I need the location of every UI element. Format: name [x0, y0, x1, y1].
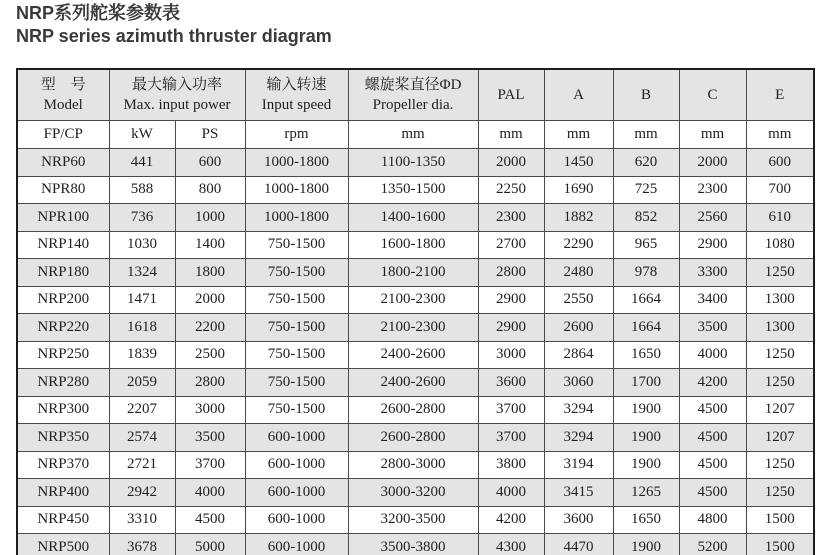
- value-cell: 1650: [613, 506, 679, 534]
- value-cell: 3415: [544, 479, 613, 507]
- header-speed-en: Input speed: [261, 97, 332, 113]
- value-cell: 5000: [175, 534, 245, 555]
- model-cell: NPR80: [17, 176, 109, 204]
- value-cell: 852: [613, 204, 679, 232]
- model-cell: NPR100: [17, 204, 109, 232]
- value-cell: 3500: [175, 424, 245, 452]
- value-cell: 1600-1800: [348, 231, 478, 259]
- value-cell: 750-1500: [245, 231, 348, 259]
- value-cell: 1000-1800: [245, 176, 348, 204]
- value-cell: 441: [109, 149, 175, 177]
- value-cell: 2000: [478, 149, 544, 177]
- value-cell: 3000-3200: [348, 479, 478, 507]
- value-cell: 2574: [109, 424, 175, 452]
- header-speed-cn: 输入转速: [266, 77, 327, 93]
- value-cell: 3700: [175, 451, 245, 479]
- table-row: [17, 341, 814, 369]
- value-cell: 1900: [613, 534, 679, 555]
- value-cell: 1250: [746, 341, 814, 369]
- value-cell: 3294: [544, 396, 613, 424]
- model-cell: NRP450: [17, 506, 109, 534]
- value-cell: 2600-2800: [348, 424, 478, 452]
- value-cell: 2700: [478, 231, 544, 259]
- value-cell: 600-1000: [245, 506, 348, 534]
- value-cell: 3678: [109, 534, 175, 555]
- value-cell: 588: [109, 176, 175, 204]
- header-power-en: Max. input power: [123, 97, 231, 113]
- value-cell: 1839: [109, 341, 175, 369]
- header-propeller-dia: [348, 69, 478, 121]
- value-cell: 1250: [746, 259, 814, 287]
- value-cell: 2250: [478, 176, 544, 204]
- value-cell: 4500: [175, 506, 245, 534]
- value-cell: 2800-3000: [348, 451, 478, 479]
- units-cell: PS: [175, 121, 245, 149]
- value-cell: 600-1000: [245, 479, 348, 507]
- value-cell: 3700: [478, 424, 544, 452]
- value-cell: 4200: [478, 506, 544, 534]
- value-cell: 3200-3500: [348, 506, 478, 534]
- model-cell: NRP200: [17, 286, 109, 314]
- value-cell: 1500: [746, 534, 814, 555]
- value-cell: 2290: [544, 231, 613, 259]
- units-cell: mm: [348, 121, 478, 149]
- value-cell: 1000-1800: [245, 149, 348, 177]
- units-cell: mm: [613, 121, 679, 149]
- model-cell: NRP400: [17, 479, 109, 507]
- value-cell: 4500: [679, 396, 746, 424]
- value-cell: 4000: [478, 479, 544, 507]
- table-row: [17, 231, 814, 259]
- value-cell: 1800-2100: [348, 259, 478, 287]
- value-cell: 1900: [613, 396, 679, 424]
- units-cell: mm: [679, 121, 746, 149]
- value-cell: 978: [613, 259, 679, 287]
- table-row: [17, 451, 814, 479]
- value-cell: 1800: [175, 259, 245, 287]
- value-cell: 725: [613, 176, 679, 204]
- value-cell: 2600: [544, 314, 613, 342]
- value-cell: 3400: [679, 286, 746, 314]
- model-cell: NRP180: [17, 259, 109, 287]
- value-cell: 1700: [613, 369, 679, 397]
- value-cell: 2800: [175, 369, 245, 397]
- value-cell: 750-1500: [245, 259, 348, 287]
- table-row: [17, 286, 814, 314]
- value-cell: 4470: [544, 534, 613, 555]
- header-model-cn: 型 号: [40, 77, 86, 93]
- value-cell: 3500: [679, 314, 746, 342]
- units-cell: mm: [478, 121, 544, 149]
- value-cell: 736: [109, 204, 175, 232]
- header-model-en: Model: [43, 97, 83, 113]
- value-cell: 1207: [746, 424, 814, 452]
- units-cell: kW: [109, 121, 175, 149]
- header-dia-cn: 螺旋桨直径ΦD: [364, 77, 462, 93]
- value-cell: 3300: [679, 259, 746, 287]
- header-row-main: [17, 69, 814, 121]
- value-cell: 2300: [679, 176, 746, 204]
- value-cell: 750-1500: [245, 314, 348, 342]
- table-row: [17, 149, 814, 177]
- value-cell: 3700: [478, 396, 544, 424]
- value-cell: 2900: [478, 286, 544, 314]
- value-cell: 3500-3800: [348, 534, 478, 555]
- table-row: [17, 314, 814, 342]
- value-cell: 4000: [175, 479, 245, 507]
- value-cell: 2400-2600: [348, 341, 478, 369]
- header-power-cn: 最大输入功率: [132, 77, 223, 93]
- value-cell: 1500: [746, 506, 814, 534]
- value-cell: 1100-1350: [348, 149, 478, 177]
- value-cell: 4300: [478, 534, 544, 555]
- value-cell: 620: [613, 149, 679, 177]
- value-cell: 1250: [746, 451, 814, 479]
- header-max-input-power: [109, 69, 245, 121]
- value-cell: 2942: [109, 479, 175, 507]
- value-cell: 3310: [109, 506, 175, 534]
- value-cell: 4000: [679, 341, 746, 369]
- value-cell: 600-1000: [245, 424, 348, 452]
- value-cell: 700: [746, 176, 814, 204]
- value-cell: 1030: [109, 231, 175, 259]
- header-row-units: [17, 121, 814, 149]
- value-cell: 2800: [478, 259, 544, 287]
- value-cell: 1664: [613, 314, 679, 342]
- units-cell: mm: [544, 121, 613, 149]
- value-cell: 2480: [544, 259, 613, 287]
- value-cell: 1207: [746, 396, 814, 424]
- value-cell: 2200: [175, 314, 245, 342]
- model-cell: NRP60: [17, 149, 109, 177]
- header-b: B: [613, 69, 679, 121]
- value-cell: 1250: [746, 369, 814, 397]
- value-cell: 3600: [544, 506, 613, 534]
- units-model-cell: FP/CP: [17, 121, 109, 149]
- value-cell: 2207: [109, 396, 175, 424]
- value-cell: 1000-1800: [245, 204, 348, 232]
- value-cell: 1250: [746, 479, 814, 507]
- value-cell: 1882: [544, 204, 613, 232]
- value-cell: 3000: [175, 396, 245, 424]
- table-body: [17, 149, 814, 555]
- value-cell: 1650: [613, 341, 679, 369]
- value-cell: 2500: [175, 341, 245, 369]
- value-cell: 4800: [679, 506, 746, 534]
- table-row: [17, 259, 814, 287]
- value-cell: 1471: [109, 286, 175, 314]
- value-cell: 750-1500: [245, 341, 348, 369]
- value-cell: 4500: [679, 451, 746, 479]
- value-cell: 1450: [544, 149, 613, 177]
- value-cell: 2059: [109, 369, 175, 397]
- value-cell: 4500: [679, 424, 746, 452]
- value-cell: 2000: [679, 149, 746, 177]
- value-cell: 2000: [175, 286, 245, 314]
- value-cell: 2600-2800: [348, 396, 478, 424]
- header-pal: PAL: [478, 69, 544, 121]
- value-cell: 800: [175, 176, 245, 204]
- table-row: [17, 479, 814, 507]
- value-cell: 965: [613, 231, 679, 259]
- units-cell: rpm: [245, 121, 348, 149]
- units-cell: mm: [746, 121, 814, 149]
- header-dia-en: Propeller dia.: [372, 97, 454, 113]
- value-cell: 1000: [175, 204, 245, 232]
- table-row: [17, 369, 814, 397]
- value-cell: 1900: [613, 424, 679, 452]
- model-cell: NRP300: [17, 396, 109, 424]
- model-cell: NRP350: [17, 424, 109, 452]
- value-cell: 1664: [613, 286, 679, 314]
- value-cell: 4200: [679, 369, 746, 397]
- value-cell: 2550: [544, 286, 613, 314]
- value-cell: 3600: [478, 369, 544, 397]
- value-cell: 750-1500: [245, 286, 348, 314]
- value-cell: 2900: [679, 231, 746, 259]
- model-cell: NRP220: [17, 314, 109, 342]
- value-cell: 750-1500: [245, 369, 348, 397]
- value-cell: 5200: [679, 534, 746, 555]
- model-cell: NRP250: [17, 341, 109, 369]
- header-c: C: [679, 69, 746, 121]
- value-cell: 600: [175, 149, 245, 177]
- value-cell: 2900: [478, 314, 544, 342]
- value-cell: 2100-2300: [348, 314, 478, 342]
- title-chinese: NRP系列舵桨参数表: [16, 3, 181, 23]
- value-cell: 1400: [175, 231, 245, 259]
- table-row: [17, 424, 814, 452]
- value-cell: 1300: [746, 314, 814, 342]
- value-cell: 2100-2300: [348, 286, 478, 314]
- value-cell: 3000: [478, 341, 544, 369]
- table-row: [17, 534, 814, 555]
- thruster-parameter-table: [16, 68, 815, 555]
- model-cell: NRP140: [17, 231, 109, 259]
- value-cell: 2560: [679, 204, 746, 232]
- value-cell: 3060: [544, 369, 613, 397]
- title-english: NRP series azimuth thruster diagram: [16, 26, 332, 46]
- value-cell: 1350-1500: [348, 176, 478, 204]
- table-row: [17, 176, 814, 204]
- value-cell: 750-1500: [245, 396, 348, 424]
- value-cell: 1618: [109, 314, 175, 342]
- header-input-speed: [245, 69, 348, 121]
- value-cell: 1690: [544, 176, 613, 204]
- model-cell: NRP370: [17, 451, 109, 479]
- model-cell: NRP280: [17, 369, 109, 397]
- header-model: [17, 69, 109, 121]
- header-e: E: [746, 69, 814, 121]
- value-cell: 600: [746, 149, 814, 177]
- value-cell: 2721: [109, 451, 175, 479]
- value-cell: 3800: [478, 451, 544, 479]
- value-cell: 3294: [544, 424, 613, 452]
- table-row: [17, 396, 814, 424]
- header-a: A: [544, 69, 613, 121]
- value-cell: 1400-1600: [348, 204, 478, 232]
- model-cell: NRP500: [17, 534, 109, 555]
- value-cell: 4500: [679, 479, 746, 507]
- value-cell: 1080: [746, 231, 814, 259]
- value-cell: 600-1000: [245, 534, 348, 555]
- value-cell: 1900: [613, 451, 679, 479]
- value-cell: 2864: [544, 341, 613, 369]
- page-titles: [16, 2, 332, 48]
- table-row: [17, 506, 814, 534]
- value-cell: 2300: [478, 204, 544, 232]
- value-cell: 3194: [544, 451, 613, 479]
- value-cell: 1265: [613, 479, 679, 507]
- value-cell: 1324: [109, 259, 175, 287]
- value-cell: 610: [746, 204, 814, 232]
- value-cell: 1300: [746, 286, 814, 314]
- value-cell: 2400-2600: [348, 369, 478, 397]
- value-cell: 600-1000: [245, 451, 348, 479]
- table-row: [17, 204, 814, 232]
